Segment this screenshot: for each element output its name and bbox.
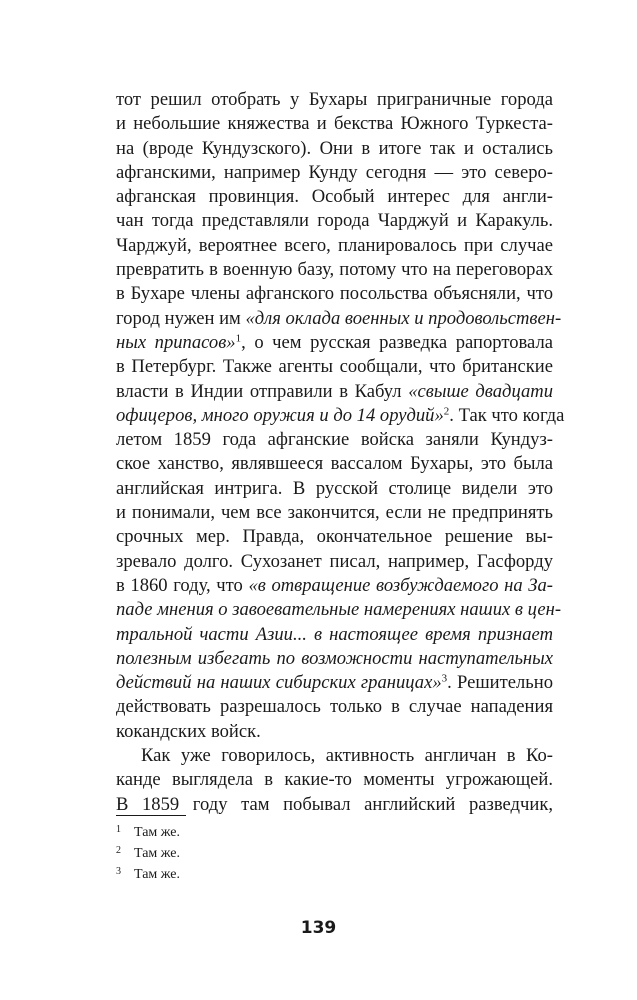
line-text: канде выглядела в какие-то моменты угрожающей.	[116, 769, 553, 791]
line-text: . Решительно	[447, 672, 553, 694]
line-text: английская интрига. В русской столице видели это	[116, 477, 553, 499]
text-line	[116, 209, 553, 233]
line-text: афганскими, например Кунду сегодня — это северо-	[116, 161, 553, 183]
line-text: ское ханство, являвшееся вассалом Бухары, это была	[116, 453, 553, 475]
footnote: 3 Там же.	[116, 865, 180, 882]
footnote-ref: 3	[441, 672, 448, 685]
text-line	[116, 598, 562, 622]
text-line	[116, 671, 553, 695]
line-text: кокандских войск.	[116, 720, 261, 742]
line-text: и понимали, чем все закончится, если не предпринять	[116, 502, 553, 524]
text-line	[116, 501, 553, 525]
line-text: летом 1859 года афганские войска заняли Кундуз-	[116, 429, 553, 451]
text-line	[116, 380, 553, 404]
line-text: тот решил отобрать у Бухары приграничные города	[116, 89, 553, 110]
text-line	[116, 623, 553, 647]
text-line	[116, 355, 553, 379]
text-line	[116, 550, 553, 574]
text-line	[116, 647, 553, 671]
line-text: город нужен им	[116, 307, 246, 329]
text-line	[116, 793, 553, 817]
line-text: зревало долго. Сухозанет писал, например, Гасфорду	[116, 550, 553, 572]
text-line	[116, 258, 553, 282]
page-number: 139	[300, 918, 337, 938]
quote-text: полезным избегать по возможности наступательных	[116, 647, 553, 669]
footnote-ref: 2	[443, 405, 450, 418]
text-line	[116, 695, 553, 719]
text-line	[116, 307, 562, 331]
line-text: превратить в военную базу, потому что на переговорах	[116, 259, 553, 281]
quote-text: действий на наших сибирских границах»	[116, 672, 442, 694]
body-text	[116, 88, 565, 817]
line-text: в Бухаре члены афганского посольства объясняли, что	[116, 283, 553, 305]
quote-text: «в отвращение возбуждаемого на За-	[248, 574, 553, 596]
text-line	[116, 768, 553, 792]
text-line	[116, 161, 553, 185]
line-text: власти в Индии отправили в Кабул	[116, 380, 409, 402]
line-text: чан тогда представляли города Чарджуй и Каракуль.	[116, 210, 553, 232]
line-text: В 1859 году там побывал английский разведчик,	[116, 793, 553, 815]
text-line	[116, 744, 553, 768]
text-line	[116, 477, 553, 501]
quote-text: паде мнения о завоевательные намерениях наших в цен-	[116, 599, 562, 621]
line-text: афганская провинция. Особый интерес для англи-	[116, 186, 553, 208]
line-text: и небольшие княжества и бекства Южного Туркеста-	[116, 113, 553, 135]
line-text: в Петербург. Также агенты сообщали, что британские	[116, 356, 553, 378]
line-text: в 1860 году, что	[116, 574, 249, 596]
footnote-text: Там же.	[134, 825, 180, 840]
text-line	[116, 331, 553, 355]
text-line	[116, 525, 553, 549]
line-text: срочных мер. Правда, окончательное решение вы-	[116, 526, 553, 548]
line-text: . Так что когда	[449, 404, 565, 426]
text-line	[116, 234, 553, 258]
footnote: 1 Там же.	[116, 823, 180, 840]
line-text: действовать разрешалось только в случае нападения	[116, 696, 553, 718]
footnote-ref: 1	[235, 332, 242, 345]
quote-text: тральной части Азии... в настоящее время признает	[116, 623, 553, 645]
text-line	[116, 185, 553, 209]
footnotes	[116, 822, 180, 885]
text-line	[116, 720, 553, 744]
text-line	[116, 112, 553, 136]
line-text: на (вроде Кундузского). Они в итоге так и остались	[116, 137, 553, 159]
quote-text: «для оклада военных и продовольствен-	[245, 307, 562, 329]
text-line	[116, 574, 553, 598]
text-line	[116, 137, 553, 161]
quote-text: офицеров, много оружия и до 14 орудий»	[116, 404, 444, 426]
text-line	[116, 404, 565, 428]
quote-text: ных припасов»	[116, 331, 236, 353]
line-text: , о чем русская разведка рапортовала	[241, 331, 553, 353]
text-line	[116, 452, 553, 476]
footnote-text: Там же.	[134, 846, 180, 861]
text-line	[116, 282, 553, 306]
text-line	[116, 88, 553, 112]
line-text: Как уже говорилось, активность англичан в Ко-	[141, 745, 553, 767]
line-text: Чарджуй, вероятнее всего, планировалось при случае	[116, 234, 553, 256]
footnote: 2 Там же.	[116, 844, 180, 861]
footnote-rule	[116, 815, 186, 816]
text-line	[116, 428, 553, 452]
footnote-text: Там же.	[134, 867, 180, 882]
quote-text: «свыше двадцати	[408, 380, 553, 402]
